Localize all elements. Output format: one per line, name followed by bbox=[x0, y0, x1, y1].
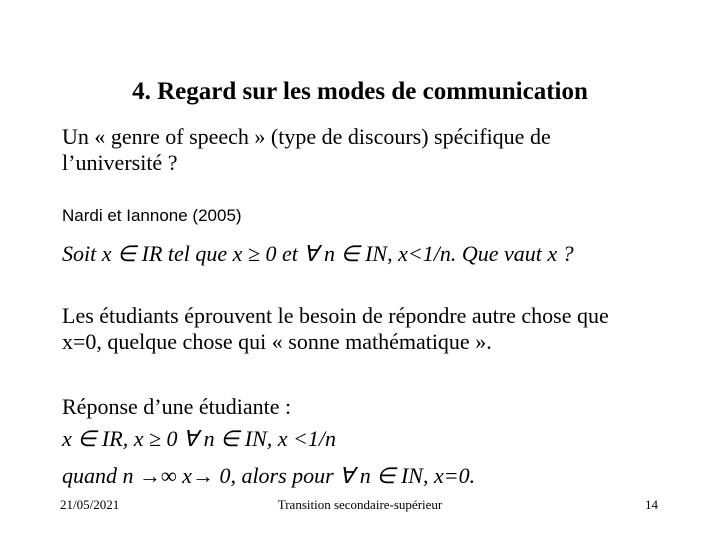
intro-line-2: l’université ? bbox=[62, 150, 178, 175]
footer-date: 21/05/2021 bbox=[60, 497, 120, 512]
slide-title: 4. Regard sur les modes de communication bbox=[132, 78, 588, 105]
answer-line-2: quand n →∞ x→ 0, alors pour ∀ n ∈ IN, x=0. bbox=[62, 463, 476, 488]
page-number: 14 bbox=[645, 497, 658, 512]
answer-label: Réponse d’une étudiante : bbox=[62, 394, 292, 419]
footer-title: Transition secondaire-supérieur bbox=[277, 497, 443, 512]
reference: Nardi et Iannone (2005) bbox=[62, 206, 242, 225]
students-line-2: x=0, quelque chose qui « sonne mathématique ». bbox=[62, 329, 492, 354]
students-text bbox=[62, 303, 609, 355]
intro-line-1: Un « genre of speech » (type de discours) spécifique de bbox=[62, 124, 551, 149]
students-line-1: Les étudiants éprouvent le besoin de répondre autre chose que bbox=[62, 303, 609, 328]
question: Soit x ∈ IR tel que x ≥ 0 et ∀ n ∈ IN, x<1/n. Que vaut x ? bbox=[62, 241, 574, 266]
intro-text bbox=[62, 124, 551, 176]
answer-line-1: x ∈ IR, x ≥ 0 ∀ n ∈ IN, x <1/n bbox=[62, 426, 336, 451]
